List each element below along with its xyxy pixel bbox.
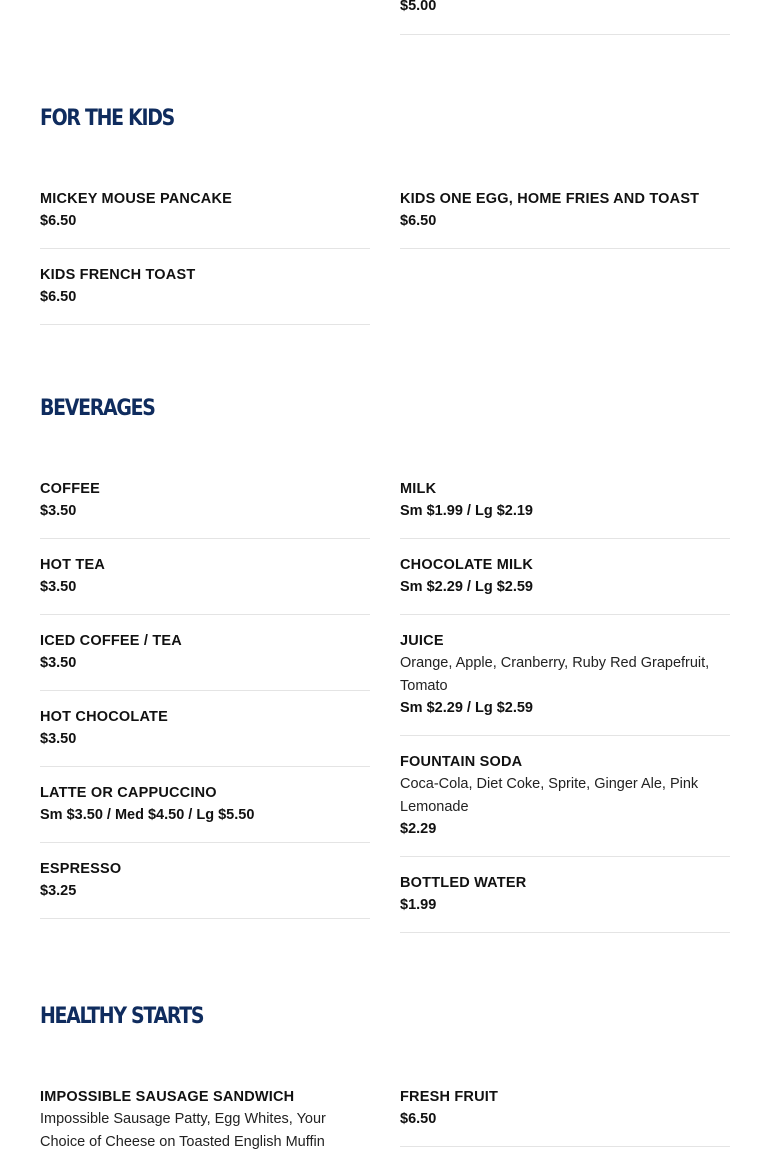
item-name: FOUNTAIN SODA [400, 754, 523, 770]
menu-item [400, 630, 730, 736]
item-description: Coca-Cola, Diet Coke, Sprite, Ginger Ale, Pink Lemonade [400, 776, 699, 815]
item-description: Impossible Sausage Patty, Egg Whites, Your Choice of Cheese on Toasted English Muffin [40, 1111, 326, 1150]
item-price: Sm $2.29 / Lg $2.59 [400, 700, 533, 716]
menu-item [40, 858, 370, 919]
section-title-kids: FOR THE KIDS [40, 106, 174, 131]
item-name: FRESH FRUIT [400, 1089, 499, 1105]
item-name: ESPRESSO [40, 861, 122, 877]
item-name: ICED COFFEE / TEA [40, 633, 182, 649]
item-price: $2.29 [400, 821, 437, 837]
menu-item-top-remnant [400, 0, 730, 35]
item-price: Sm $3.50 / Med $4.50 / Lg $5.50 [40, 807, 255, 823]
item-price: $1.99 [400, 897, 437, 913]
item-name: KIDS FRENCH TOAST [40, 267, 196, 283]
item-name: CHOCOLATE MILK [400, 557, 534, 573]
item-price: Sm $2.29 / Lg $2.59 [400, 579, 533, 595]
item-name: BOTTLED WATER [400, 875, 527, 891]
item-price: $3.25 [40, 883, 77, 899]
item-name: JUICE [400, 633, 444, 649]
menu-item [400, 478, 730, 539]
menu-item [40, 188, 370, 249]
menu-item [400, 1086, 730, 1147]
item-name: COFFEE [40, 481, 101, 497]
section-title-healthy-starts: HEALTHY STARTS [40, 1004, 204, 1029]
item-price: $3.50 [40, 579, 77, 595]
menu-item [40, 630, 370, 691]
item-price: $3.50 [40, 731, 77, 747]
item-name: MICKEY MOUSE PANCAKE [40, 191, 232, 207]
item-name: HOT TEA [40, 557, 106, 573]
menu-item [40, 554, 370, 615]
item-description: Orange, Apple, Cranberry, Ruby Red Grapefruit, Tomato [400, 655, 710, 694]
menu-item [40, 1086, 370, 1166]
item-name: HOT CHOCOLATE [40, 709, 168, 725]
section-title-beverages: BEVERAGES [40, 396, 155, 421]
menu-item [40, 782, 370, 843]
item-name: IMPOSSIBLE SAUSAGE SANDWICH [40, 1089, 295, 1105]
item-price: $3.50 [40, 655, 77, 671]
item-price: $5.00 [400, 0, 437, 14]
item-price: $6.50 [400, 213, 437, 229]
item-price: $6.50 [40, 213, 77, 229]
item-name: KIDS ONE EGG, HOME FRIES AND TOAST [400, 191, 700, 207]
menu-item [400, 554, 730, 615]
item-name: LATTE OR CAPPUCCINO [40, 785, 217, 801]
menu-item [40, 478, 370, 539]
item-price: Sm $1.99 / Lg $2.19 [400, 503, 533, 519]
menu-item [400, 188, 730, 249]
item-price: $6.50 [400, 1111, 437, 1127]
item-price: $6.50 [40, 289, 77, 305]
menu-item [400, 872, 730, 933]
menu-item [400, 751, 730, 857]
item-price: $3.50 [40, 503, 77, 519]
item-name: MILK [400, 481, 437, 497]
menu-item [40, 706, 370, 767]
menu-item [40, 264, 370, 325]
